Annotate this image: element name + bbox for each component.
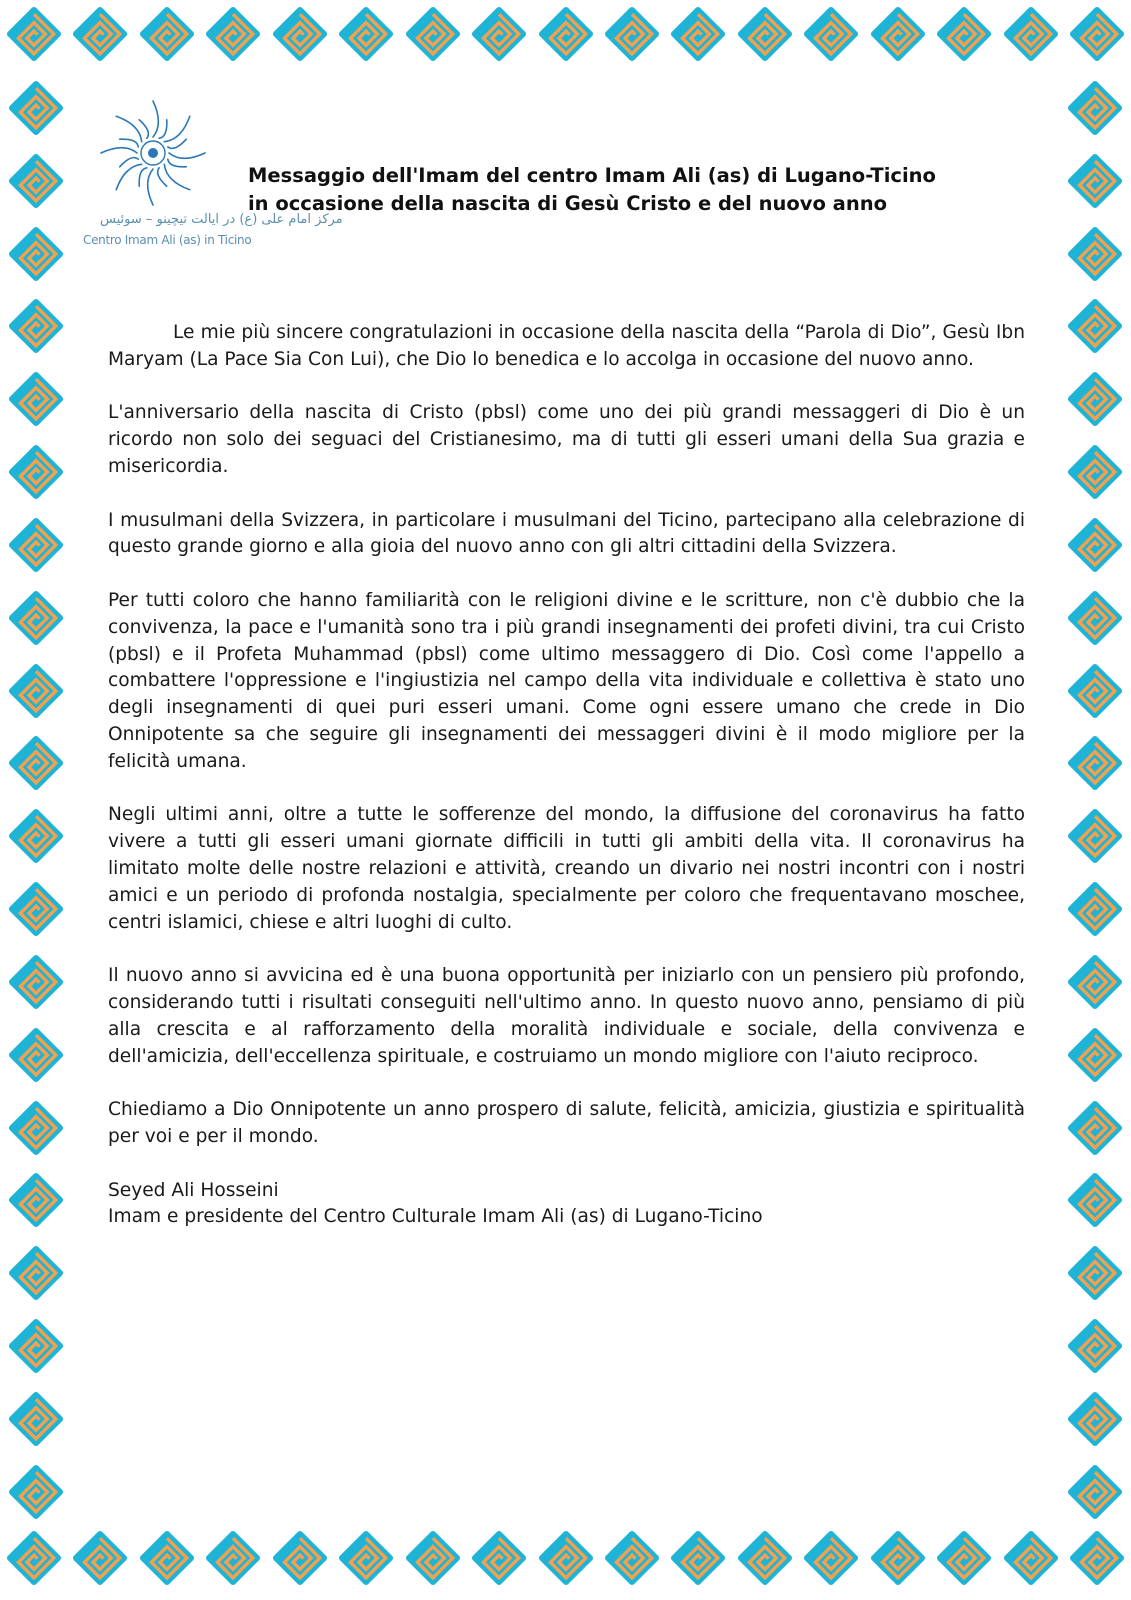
border-tile [536,4,596,64]
border-tile [403,4,463,64]
kufic-tile-icon [6,1243,66,1303]
kufic-tile-icon [1065,1316,1125,1376]
signature [108,1178,1025,1232]
paragraph: L'anniversario della nascita di Cristo (pbsl) come uno dei più grandi messaggeri di Dio è un ricordo non solo dei seguaci del Cristianesimo, ma di tutti gli esseri umani della Sua grazia e misericordia. [108,402,1025,477]
border-tile [6,1316,66,1376]
kufic-tile-icon [137,4,197,64]
border-tile [668,1528,728,1588]
kufic-tile-icon [1065,733,1125,793]
border-tile [6,1098,66,1158]
kufic-tile-icon [1065,1462,1125,1522]
border-tile [203,1528,263,1588]
kufic-tile-icon [137,1528,197,1588]
kufic-tile-icon [868,4,928,64]
kufic-tile-icon [336,1528,396,1588]
border-tile [6,1170,66,1230]
border-tile [1065,806,1125,866]
kufic-tile-icon [469,4,529,64]
kufic-tile-icon [1065,442,1125,502]
border-tile [137,1528,197,1588]
border-tile [137,4,197,64]
kufic-tile-icon [1065,151,1125,211]
border-tile [735,1528,795,1588]
border-tile [336,1528,396,1588]
border-tile [1065,78,1125,138]
border-tile [801,1528,861,1588]
signature-name: Seyed Ali Hosseini [108,1179,279,1201]
border-tile [1065,952,1125,1012]
paragraph: Il nuovo anno si avvicina ed è una buona opportunità per iniziarlo con un pensiero più profondo, considerando tutti i risultati conseguiti nell'ultimo anno. In questo nuovo anno, pensiamo di più alla crescita e al rafforzamento della moralità individuale e sociale, della convivenza e dell'amicizia, dell'eccellenza spirituale, e costruiamo un mondo migliore con l'aiuto reciproco. [108,965,1025,1067]
border-tile [6,1243,66,1303]
border-tile [1065,733,1125,793]
border-tile [1065,1462,1125,1522]
kufic-tile-icon [6,1462,66,1522]
kufic-tile-icon [1065,806,1125,866]
kufic-tile-icon [1067,1528,1127,1588]
border-tile [934,4,994,64]
border-tile [469,1528,529,1588]
kufic-tile-icon [1065,661,1125,721]
border-tile [868,4,928,64]
border-tile [4,1528,64,1588]
border-tile [1001,1528,1061,1588]
border-tile [203,4,263,64]
border-tile [6,1389,66,1449]
kufic-tile-icon [6,151,66,211]
kufic-tile-icon [70,1528,130,1588]
kufic-tile-icon [336,4,396,64]
border-tile [6,296,66,356]
paragraph: Le mie più sincere congratulazioni in occasione della nascita della “Parola di Dio”, Gesù Ibn Maryam (La Pace Sia Con Lui), che Dio lo benedica e lo accolga in occasione del nuovo anno. [108,322,1025,370]
kufic-tile-icon [735,4,795,64]
kufic-tile-icon [1001,1528,1061,1588]
kufic-tile-icon [602,4,662,64]
kufic-tile-icon [801,4,861,64]
border-tile [1001,4,1061,64]
kufic-tile-icon [1065,1389,1125,1449]
kufic-tile-icon [1065,224,1125,284]
kufic-tile-icon [602,1528,662,1588]
kufic-tile-icon [6,1389,66,1449]
border-tile [6,78,66,138]
border-right [1065,78,1131,1522]
kufic-tile-icon [469,1528,529,1588]
kufic-tile-icon [1065,952,1125,1012]
kufic-tile-icon [6,515,66,575]
border-tile [735,4,795,64]
kufic-tile-icon [668,4,728,64]
border-tile [1065,224,1125,284]
paragraph: Per tutti coloro che hanno familiarità con le religioni divine e le scritture, non c'è dubbio che la convivenza, la pace e l'umanità sono tra i più grandi insegnamenti dei profeti divini, tra cui Cristo (pbsl) e il Profeta Muhammad (pbsl) come ultimo messaggero di Dio. Così come l'appello a combattere l'oppressione e l'ingiustizia nel campo della vita individuale e collettiva è stato uno degli insegnamenti di quei puri esseri umani. Come ogni essere umano che crede in Dio Onnipotente sa che seguire gli insegnamenti dei messaggeri divini è il modo migliore per la felicità umana. [108,589,1025,772]
border-tile [4,4,64,64]
border-tile [6,1025,66,1085]
kufic-tile-icon [6,952,66,1012]
border-tile [70,4,130,64]
border-tile [801,4,861,64]
title-line-1: Messaggio dell'Imam del centro Imam Ali (as) di Lugano-Ticino [248,164,936,187]
paragraph: Chiediamo a Dio Onnipotente un anno prospero di salute, felicità, amicizia, giustizia e spiritualità per voi e per il mondo. [108,1099,1025,1147]
border-tile [6,806,66,866]
border-tile [6,1462,66,1522]
border-tile [1065,879,1125,939]
kufic-tile-icon [735,1528,795,1588]
kufic-tile-icon [6,224,66,284]
border-tile [1065,1316,1125,1376]
kufic-tile-icon [1065,879,1125,939]
border-tile [6,369,66,429]
border-tile [934,1528,994,1588]
border-tile [602,4,662,64]
kufic-tile-icon [6,1170,66,1230]
border-tile [536,1528,596,1588]
kufic-tile-icon [1065,515,1125,575]
border-tile [868,1528,928,1588]
kufic-tile-icon [270,4,330,64]
kufic-tile-icon [668,1528,728,1588]
border-bottom [0,1528,1131,1598]
kufic-tile-icon [1001,4,1061,64]
border-tile [6,588,66,648]
page-title [248,162,1028,218]
kufic-tile-icon [1065,1170,1125,1230]
kufic-tile-icon [270,1528,330,1588]
kufic-tile-icon [1065,296,1125,356]
kufic-tile-icon [536,1528,596,1588]
kufic-tile-icon [6,1025,66,1085]
kufic-tile-icon [6,588,66,648]
border-tile [1065,296,1125,356]
border-tile [6,952,66,1012]
kufic-tile-icon [1065,1098,1125,1158]
kufic-tile-icon [6,1316,66,1376]
kufic-tile-icon [6,1098,66,1158]
border-tile [6,515,66,575]
border-tile [1065,1170,1125,1230]
kufic-tile-icon [1065,588,1125,648]
border-tile [6,442,66,502]
sunburst-logo-icon [78,95,228,215]
border-tile [6,879,66,939]
letter-body [108,320,1025,1231]
logo-caption: Centro Imam Ali (as) in Ticino [83,233,252,247]
border-left [6,78,76,1522]
kufic-tile-icon [70,4,130,64]
border-tile [469,4,529,64]
border-tile [1065,1389,1125,1449]
border-tile [1065,588,1125,648]
kufic-tile-icon [1067,4,1127,64]
kufic-tile-icon [6,442,66,502]
border-tile [1067,1528,1127,1588]
border-tile [1065,442,1125,502]
border-tile [1065,1025,1125,1085]
kufic-tile-icon [1065,369,1125,429]
border-tile [1065,1243,1125,1303]
title-line-2: in occasione della nascita di Gesù Cristo e del nuovo anno [248,192,887,215]
border-tile [336,4,396,64]
kufic-tile-icon [1065,78,1125,138]
kufic-tile-icon [6,369,66,429]
border-tile [1065,515,1125,575]
border-tile [6,661,66,721]
kufic-tile-icon [1065,1025,1125,1085]
border-tile [1065,661,1125,721]
centro-logo [78,95,228,255]
border-tile [6,151,66,211]
paragraph: Negli ultimi anni, oltre a tutte le sofferenze del mondo, la diffusione del coronavirus ha fatto vivere a tutti gli esseri umani giornate difficili in tutti gli ambiti della vita. Il coronavirus ha limitato molte delle nostre relazioni e attività, creando un divario nei nostri incontri con i nostri amici e un periodo di profonda nostalgia, specialmente per coloro che frequentavano moschee, centri islamici, chiese e altri luoghi di culto. [108,804,1025,933]
kufic-tile-icon [934,4,994,64]
border-tile [70,1528,130,1588]
border-tile [1067,4,1127,64]
border-tile [6,224,66,284]
border-top [0,4,1131,74]
kufic-tile-icon [6,78,66,138]
kufic-tile-icon [4,1528,64,1588]
border-tile [1065,151,1125,211]
border-tile [6,733,66,793]
kufic-tile-icon [203,1528,263,1588]
kufic-tile-icon [868,1528,928,1588]
signature-role: Imam e presidente del Centro Culturale Imam Ali (as) di Lugano-Ticino [108,1206,763,1228]
border-tile [403,1528,463,1588]
kufic-tile-icon [536,4,596,64]
kufic-tile-icon [403,4,463,64]
kufic-tile-icon [6,733,66,793]
logo-script-text: مرکز امام علی (ع) در ایالت تیچینو – سوئیس [100,212,343,227]
kufic-tile-icon [6,879,66,939]
kufic-tile-icon [6,661,66,721]
kufic-tile-icon [934,1528,994,1588]
border-tile [270,4,330,64]
border-tile [1065,1098,1125,1158]
border-tile [1065,369,1125,429]
border-tile [668,4,728,64]
border-tile [602,1528,662,1588]
border-tile [270,1528,330,1588]
kufic-tile-icon [203,4,263,64]
kufic-tile-icon [6,806,66,866]
kufic-tile-icon [6,296,66,356]
kufic-tile-icon [1065,1243,1125,1303]
paragraph: I musulmani della Svizzera, in particolare i musulmani del Ticino, partecipano alla celebrazione di questo grande giorno e alla gioia del nuovo anno con gli altri cittadini della Svizzera. [108,509,1025,558]
kufic-tile-icon [403,1528,463,1588]
kufic-tile-icon [801,1528,861,1588]
kufic-tile-icon [4,4,64,64]
